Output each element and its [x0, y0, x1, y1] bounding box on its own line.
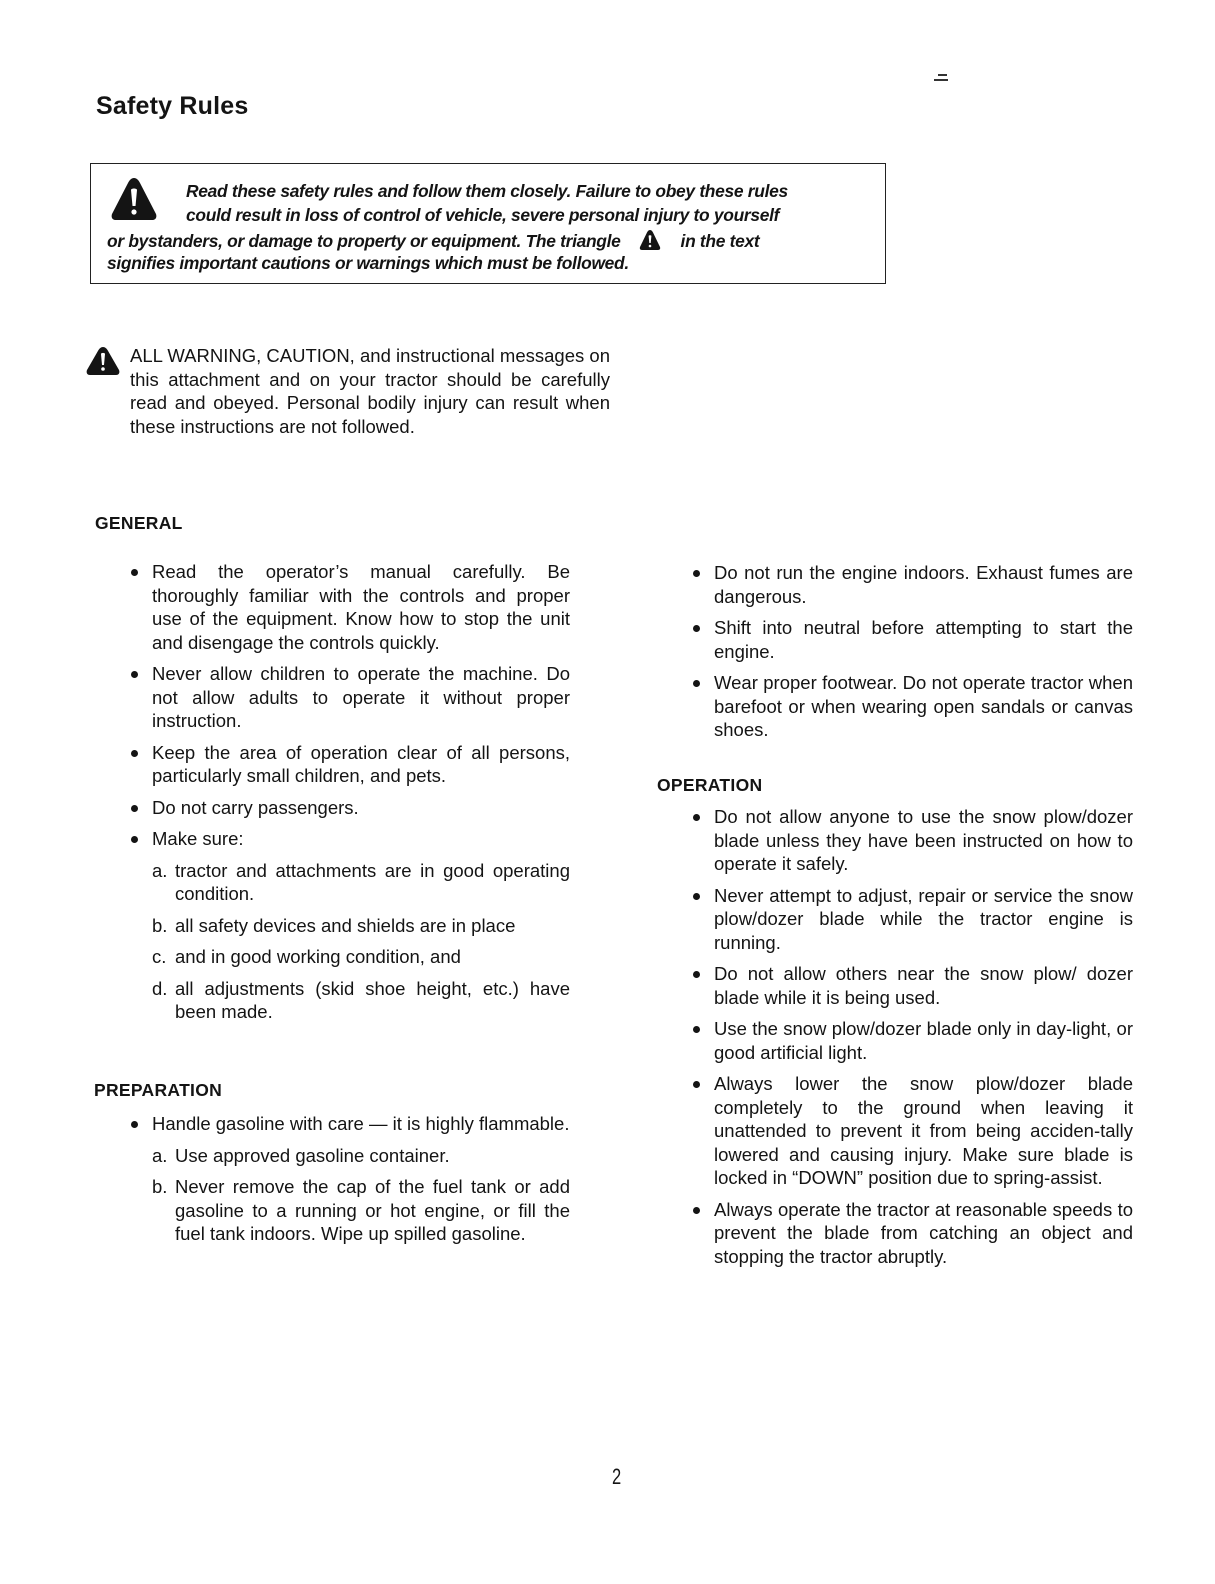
general-list: [127, 560, 570, 1024]
safety-warning-box: [90, 163, 886, 284]
list-item: Do not allow others near the snow plow/ dozer blade while it is being used.: [689, 962, 1133, 1009]
warning-line-1: Read these safety rules and follow them closely. Failure to obey these rules: [186, 181, 788, 201]
list-item: Read the operator’s manual carefully. Be thoroughly familiar with the controls and proper use of the equipment. Know how to stop the unit and disengage the controls quickly.: [127, 560, 570, 654]
sub-list-item: b. Never remove the cap of the fuel tank or add gasoline to a running or hot engine, or fill the fuel tank indoors. Wipe up spilled gasoline.: [152, 1176, 570, 1244]
list-item: Make sure:: [127, 827, 570, 851]
section-heading-preparation: PREPARATION: [94, 1080, 223, 1100]
list-item: Never attempt to adjust, repair or service the snow plow/dozer blade while the tractor engine is running.: [689, 884, 1133, 955]
warning-line-4: signifies important cautions or warnings which must be followed.: [107, 253, 629, 273]
list-item: Handle gasoline with care — it is highly flammable.: [127, 1112, 570, 1136]
operation-list: [689, 805, 1133, 1268]
list-item: Never allow children to operate the machine. Do not allow adults to operate it without proper instruction.: [127, 662, 570, 733]
general-continued-list: [689, 561, 1133, 742]
page-number: 2: [612, 1464, 622, 1489]
list-item: Keep the area of operation clear of all persons, particularly small children, and pets.: [127, 741, 570, 788]
scan-artifact: [934, 74, 948, 80]
caution-text: ALL WARNING, CAUTION, and instructional messages on this attachment and on your tractor should be carefully read and obeyed. Personal bodily injury can result when these instructions are not followed.: [130, 345, 610, 437]
preparation-list: [127, 1112, 570, 1246]
warning-line-3: or bystanders, or damage to property or equipment. The triangle in the text: [107, 231, 760, 251]
list-item: Wear proper footwear. Do not operate tractor when barefoot or when wearing open sandals or canvas shoes.: [689, 671, 1133, 742]
sub-list-item: a. tractor and attachments are in good operating condition.: [152, 859, 570, 904]
list-item: Do not run the engine indoors. Exhaust fumes are dangerous.: [689, 561, 1133, 608]
list-item: Always operate the tractor at reasonable speeds to prevent the blade from catching an object and stopping the tractor abruptly.: [689, 1198, 1133, 1269]
list-item: Do not allow anyone to use the snow plow/dozer blade unless they have been instructed on how to operate it safely.: [689, 805, 1133, 876]
sub-list-item: d. all adjustments (skid shoe height, etc.) have been made.: [152, 977, 570, 1022]
list-item: Use the snow plow/dozer blade only in day-light, or good artificial light.: [689, 1017, 1133, 1064]
sub-list-item: c. and in good working condition, and: [152, 946, 461, 967]
list-item: Always lower the snow plow/dozer blade completely to the ground when leaving it unattended to prevent it from being acciden-tally lowered and causing injury. Make sure blade is locked in “DOWN” position due to spring-assist.: [689, 1072, 1133, 1190]
list-item: Do not carry passengers.: [127, 796, 570, 820]
section-heading-operation: OPERATION: [657, 775, 763, 795]
caution-notice: [86, 344, 626, 438]
page-title: Safety Rules: [96, 92, 249, 120]
warning-triangle-icon: [639, 229, 661, 251]
list-item: Shift into neutral before attempting to start the engine.: [689, 616, 1133, 663]
sub-list-item: b. all safety devices and shields are in place: [152, 914, 516, 936]
section-heading-general: GENERAL: [95, 513, 183, 533]
warning-triangle-icon: [110, 176, 158, 222]
warning-line-2: could result in loss of control of vehicle, severe personal injury to yourself: [186, 205, 780, 225]
sub-list-item: a. Use approved gasoline container.: [152, 1144, 450, 1166]
warning-triangle-icon: [86, 346, 128, 376]
